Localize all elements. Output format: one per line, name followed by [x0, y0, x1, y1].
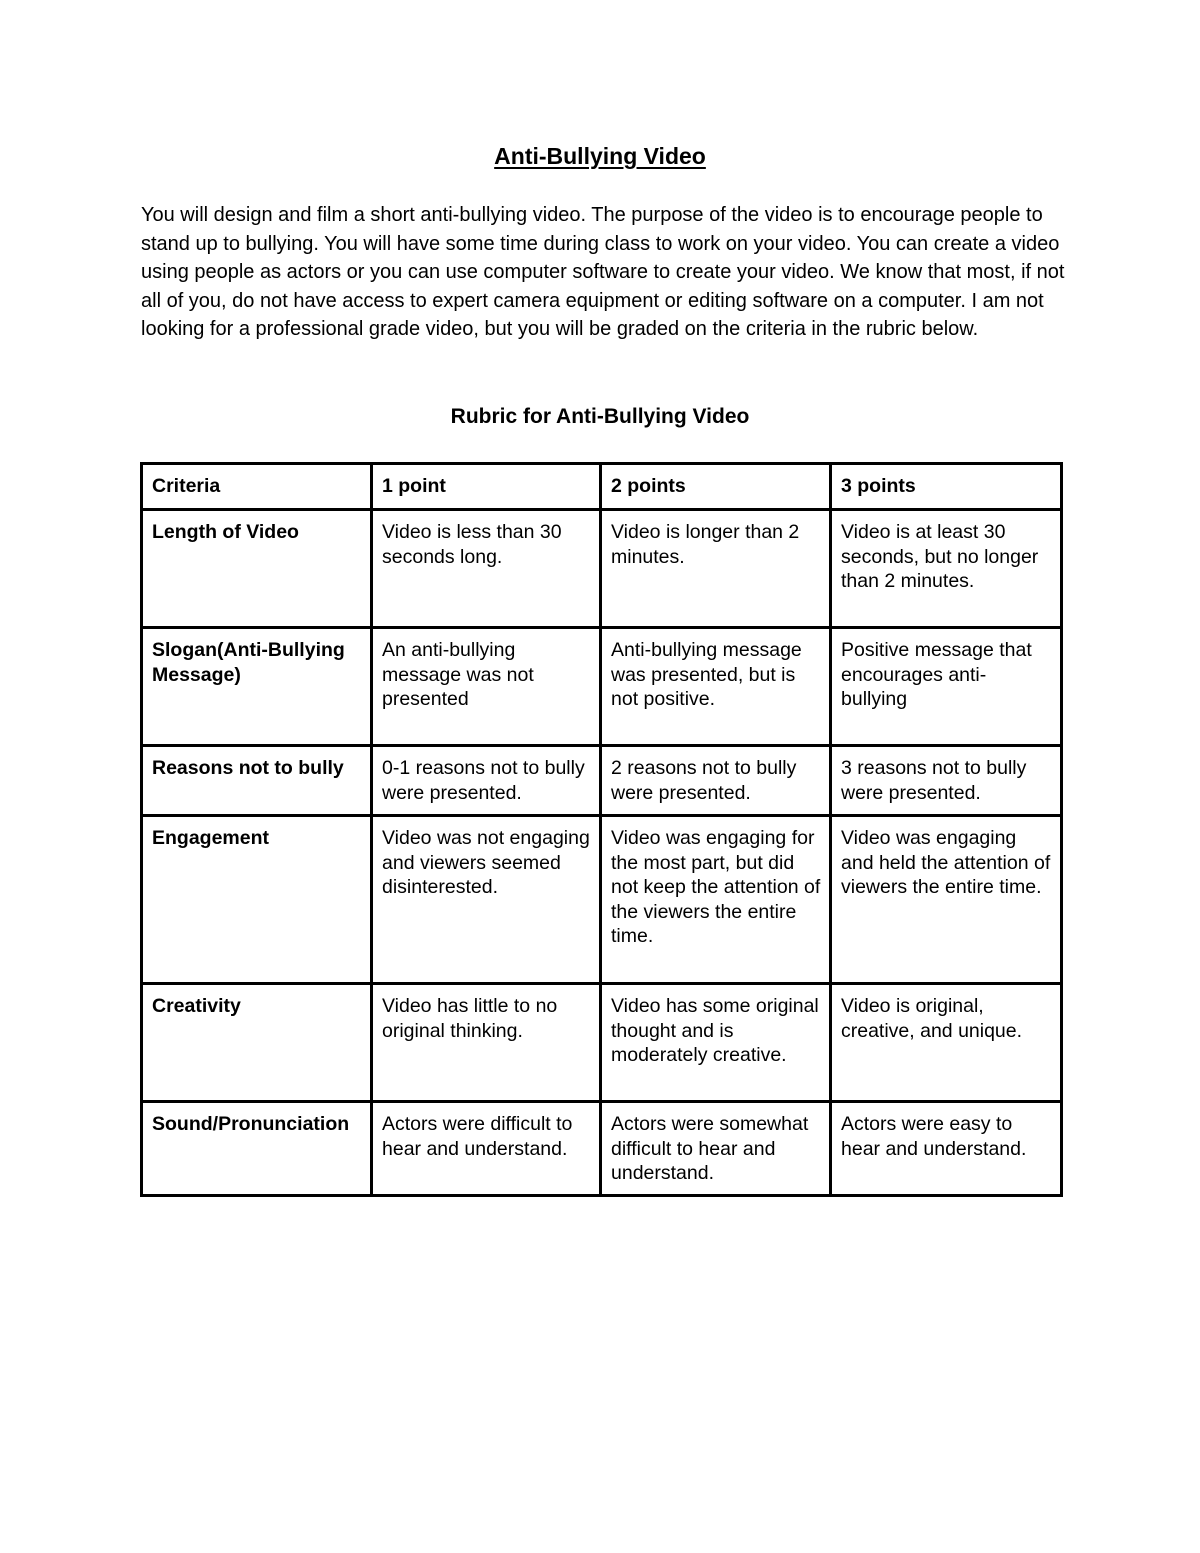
- table-row: [142, 746, 1062, 816]
- table-row: [142, 1102, 1062, 1196]
- criteria-cell: Engagement: [142, 816, 372, 984]
- document-title-text: Anti-Bullying Video: [494, 143, 706, 169]
- rubric-title: Rubric for Anti-Bullying Video: [450, 405, 750, 428]
- header-criteria: Criteria: [142, 464, 372, 510]
- criteria-cell: Length of Video: [142, 510, 372, 628]
- criteria-cell: Reasons not to bully: [142, 746, 372, 816]
- score-2-cell: 2 reasons not to bully were presented.: [601, 746, 831, 816]
- document-title: [0, 141, 1200, 171]
- rubric-table: [140, 462, 1063, 1197]
- score-2-cell: Anti-bullying message was presented, but is not positive.: [601, 628, 831, 746]
- score-1-cell: Video is less than 30 seconds long.: [372, 510, 601, 628]
- score-3-cell: Positive message that encourages anti-bullying: [831, 628, 1062, 746]
- score-3-cell: 3 reasons not to bully were presented.: [831, 746, 1062, 816]
- criteria-cell: Sound/Pronunciation: [142, 1102, 372, 1196]
- table-row: [142, 628, 1062, 746]
- score-3-cell: Video is at least 30 seconds, but no longer than 2 minutes.: [831, 510, 1062, 628]
- score-2-cell: Video has some original thought and is moderately creative.: [601, 984, 831, 1102]
- score-1-cell: Actors were difficult to hear and understand.: [372, 1102, 601, 1196]
- rubric-header-row: [142, 464, 1062, 510]
- score-3-cell: Video is original, creative, and unique.: [831, 984, 1062, 1102]
- score-2-cell: Video is longer than 2 minutes.: [601, 510, 831, 628]
- table-row: [142, 984, 1062, 1102]
- criteria-cell: Slogan(Anti-Bullying Message): [142, 628, 372, 746]
- intro-paragraph: You will design and film a short anti-bullying video. The purpose of the video is to encourage people to stand up to bullying. You will have some time during class to work on your video. You can create a video using people as actors or you can use computer software to create your video. We know that most, if not all of you, do not have access to expert camera equipment or editing software on a computer. I am not looking for a professional grade video, but you will be graded on the criteria in the rubric below.: [141, 204, 1065, 341]
- header-3-points: 3 points: [831, 464, 1062, 510]
- score-3-cell: Actors were easy to hear and understand.: [831, 1102, 1062, 1196]
- score-2-cell: Actors were somewhat difficult to hear and understand.: [601, 1102, 831, 1196]
- score-1-cell: Video was not engaging and viewers seemed disinterested.: [372, 816, 601, 984]
- score-3-cell: Video was engaging and held the attention of viewers the entire time.: [831, 816, 1062, 984]
- score-1-cell: 0-1 reasons not to bully were presented.: [372, 746, 601, 816]
- criteria-cell: Creativity: [142, 984, 372, 1102]
- header-1-point: 1 point: [372, 464, 601, 510]
- table-row: [142, 510, 1062, 628]
- table-row: [142, 816, 1062, 984]
- header-2-points: 2 points: [601, 464, 831, 510]
- score-1-cell: An anti-bullying message was not presented: [372, 628, 601, 746]
- score-2-cell: Video was engaging for the most part, but did not keep the attention of the viewers the entire time.: [601, 816, 831, 984]
- score-1-cell: Video has little to no original thinking.: [372, 984, 601, 1102]
